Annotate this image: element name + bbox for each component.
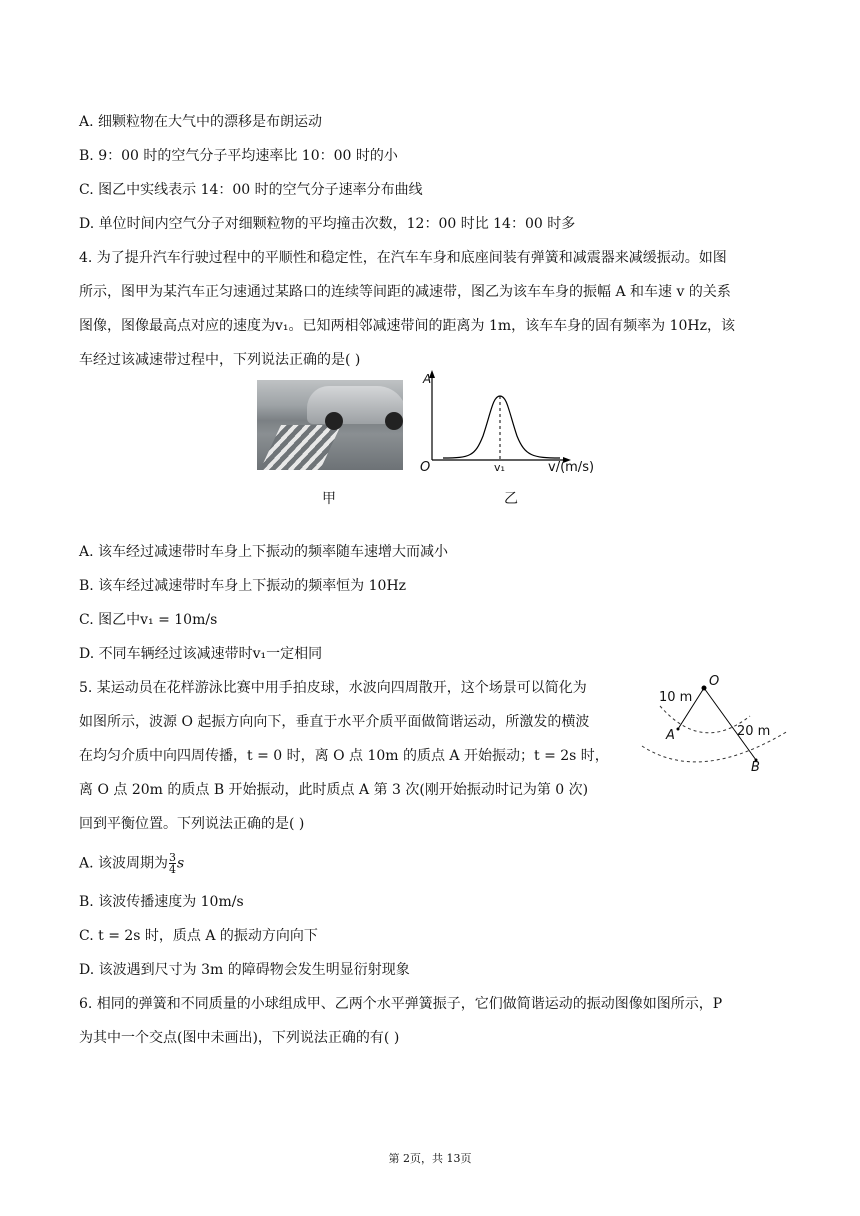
q5-stem-line-1: 5. 某运动员在花样游泳比赛中用手拍皮球，水波向四周散开，这个场景可以简化为 bbox=[79, 680, 587, 696]
q4-stem-line-1: 4. 为了提升汽车行驶过程中的平顺性和稳定性，在汽车车身和底座间装有弹簧和减震器来减缓振动。如图 bbox=[79, 250, 727, 266]
q5-stem-line-4: 离 O 点 20m 的质点 B 开始振动，此时质点 A 第 3 次(刚开始振动时记为第 0 次) bbox=[79, 782, 589, 798]
diagram-label-b: B bbox=[751, 760, 760, 775]
q5-option-a-text: A. 该波周期为 bbox=[79, 855, 169, 872]
point-a bbox=[677, 728, 680, 731]
axis-label-a: A bbox=[423, 372, 432, 386]
q5-stem-line-5: 回到平衡位置。下列说法正确的是( ) bbox=[79, 816, 305, 832]
figure-yi-caption: 乙 bbox=[504, 491, 518, 507]
q4-stem-line-4: 车经过该减速带过程中，下列说法正确的是( ) bbox=[79, 352, 361, 368]
q4-stem-line-2: 所示，图甲为某汽车正匀速通过某路口的连续等间距的减速带，图乙为该车车身的振幅 A 和车速 v 的关系 bbox=[79, 284, 731, 300]
q4-option-a: A. 该车经过减速带时车身上下振动的频率随车速增大而减小 bbox=[79, 544, 449, 560]
speed-bump-photo bbox=[257, 380, 403, 470]
q5-option-a-fraction bbox=[169, 852, 176, 875]
figure-jia-caption: 甲 bbox=[322, 491, 336, 507]
axis-label-v1: v₁ bbox=[494, 461, 505, 474]
resonance-curve bbox=[443, 396, 560, 458]
q5-option-b: B. 该波传播速度为 10m/s bbox=[79, 894, 244, 910]
q4-option-d: D. 不同车辆经过该减速带时v₁一定相同 bbox=[79, 646, 323, 662]
axis-label-v: v/(m/s) bbox=[548, 460, 595, 475]
q5-option-c: C. t = 2s 时，质点 A 的振动方向向下 bbox=[79, 928, 318, 944]
q3-option-b: B. 9：00 时的空气分子平均速率比 10：00 时的小 bbox=[79, 148, 398, 164]
q4-stem-line-3: 图像，图像最高点对应的速度为v₁。已知两相邻减速带间的距离为 1m，该车车身的固有频率为 10Hz，该 bbox=[79, 318, 736, 334]
q4-option-b: B. 该车经过减速带时车身上下振动的频率恒为 10Hz bbox=[79, 578, 407, 594]
fraction-denominator: 4 bbox=[169, 863, 177, 876]
q3-option-d: D. 单位时间内空气分子对细颗粒物的平均撞击次数，12：00 时比 14：00 时多 bbox=[79, 216, 576, 232]
fraction-numerator: 3 bbox=[169, 851, 177, 864]
q3-option-a: A. 细颗粒物在大气中的漂移是布朗运动 bbox=[79, 114, 323, 130]
diagram-label-o: O bbox=[709, 674, 720, 689]
axis-label-origin: O bbox=[420, 460, 431, 475]
page-footer: 第 2页，共 13页 bbox=[388, 1152, 472, 1165]
diagram-label-a: A bbox=[666, 728, 675, 743]
q5-option-d: D. 该波遇到尺寸为 3m 的障碍物会发生明显衍射现象 bbox=[79, 962, 410, 978]
diagram-label-20m: 20 m bbox=[737, 724, 771, 739]
q6-stem-line-1: 6. 相同的弹簧和不同质量的小球组成甲、乙两个水平弹簧振子，它们做简谐运动的振动图像如图所示，P bbox=[79, 996, 723, 1012]
q6-stem-line-2: 为其中一个交点(图中未画出)，下列说法正确的有( ) bbox=[79, 1030, 400, 1046]
q5-option-a-unit: s bbox=[177, 855, 185, 872]
q5-stem-line-3: 在均匀介质中向四周传播，t = 0 时，离 O 点 10m 的质点 A 开始振动；t = 2s 时， bbox=[79, 748, 609, 764]
q3-option-c: C. 图乙中实线表示 14：00 时的空气分子速率分布曲线 bbox=[79, 182, 423, 198]
q4-option-c: C. 图乙中v₁ = 10m/s bbox=[79, 612, 218, 628]
q5-option-a bbox=[79, 852, 184, 875]
diagram-label-10m: 10 m bbox=[659, 690, 693, 705]
q5-stem-line-2: 如图所示，波源 O 起振方向向下，垂直于水平介质平面做简谐运动，所激发的横波 bbox=[79, 714, 590, 730]
